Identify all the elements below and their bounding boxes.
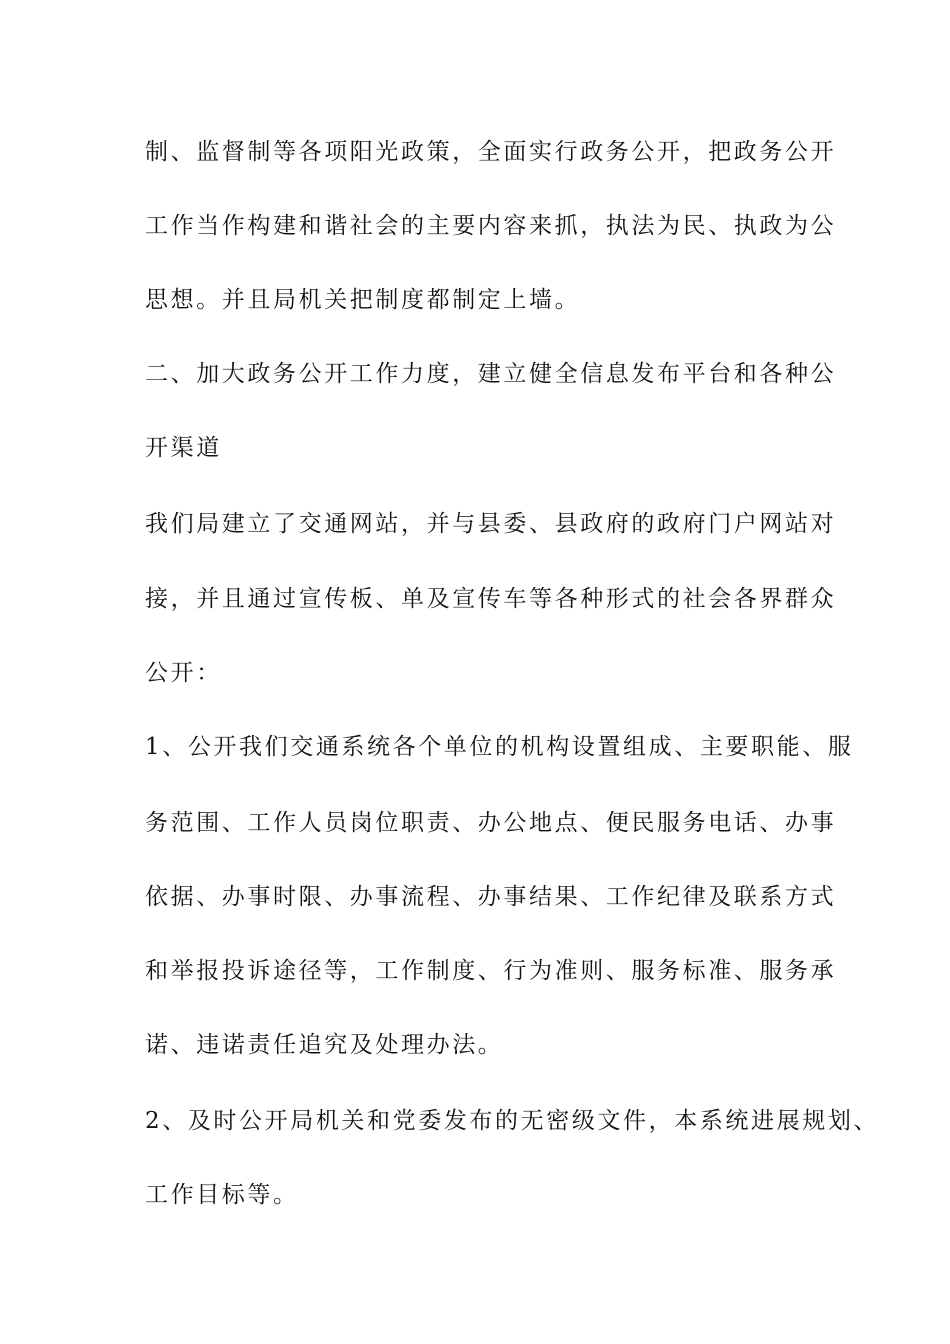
list-item: 1、公开我们交通系统各个单位的机构设置组成、主要职能、服 — [145, 734, 854, 760]
text-line: 接，并且通过宣传板、单及宣传车等各种形式的社会各界群众 — [145, 586, 837, 612]
text-line: 公开： — [145, 660, 222, 686]
text-line: 工作目标等。 — [145, 1182, 299, 1208]
text-line: 我们局建立了交通网站，并与县委、县政府的政府门户网站对 — [145, 511, 837, 537]
text-line: 依据、办事时限、办事流程、办事结果、工作纪律及联系方式 — [145, 884, 837, 910]
section-heading: 二、加大政务公开工作力度，建立健全信息发布平台和各种公 — [145, 361, 837, 387]
text-line: 思想。并且局机关把制度都制定上墙。 — [145, 287, 581, 313]
text-line: 和举报投诉途径等，工作制度、行为准则、服务标准、服务承 — [145, 958, 837, 984]
text-line: 制、监督制等各项阳光政策，全面实行政务公开，把政务公开 — [145, 139, 837, 165]
text-line: 务范围、工作人员岗位职责、办公地点、便民服务电话、办事 — [145, 810, 837, 836]
section-heading: 开渠道 — [145, 435, 222, 461]
text-line: 工作当作构建和谐社会的主要内容来抓，执法为民、执政为公 — [145, 213, 837, 239]
text-line: 诺、违诺责任追究及处理办法。 — [145, 1032, 504, 1058]
list-item: 2、及时公开局机关和党委发布的无密级文件，本系统进展规划、 — [145, 1108, 880, 1134]
